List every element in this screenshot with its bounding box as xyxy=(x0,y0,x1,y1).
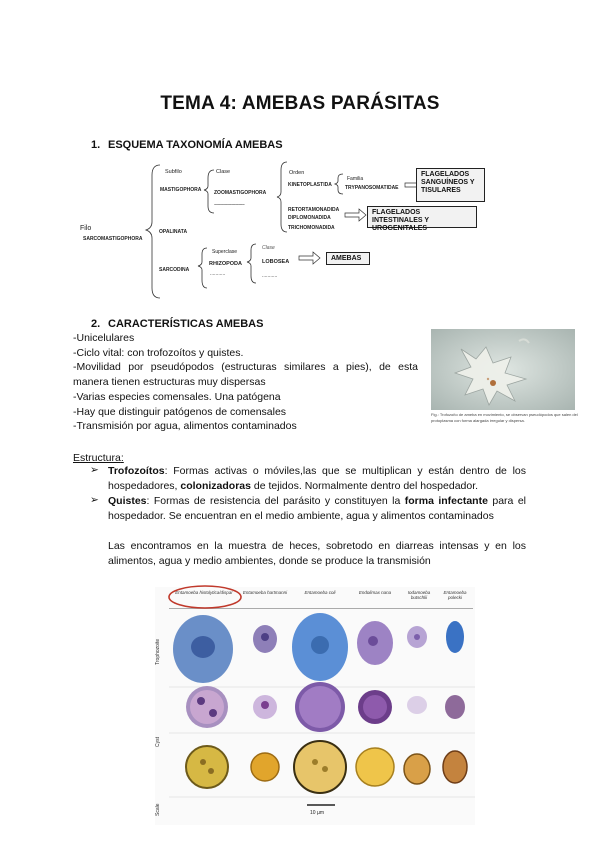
subphylum-sarcodina: SARCODINA xyxy=(159,267,190,273)
column-header: Iodamoeba butschlii xyxy=(401,590,437,609)
list-item: -Unicelulares xyxy=(73,332,135,344)
box-amebas: AMEBAS xyxy=(326,252,370,265)
orden-diplomonadida: DIPLOMONADIDA xyxy=(288,215,331,221)
arrow-bullet-icon: ➢ xyxy=(90,464,99,476)
row-label-trophozoite: Trophozoite xyxy=(155,638,161,666)
taxonomy-brackets xyxy=(0,0,600,320)
box-flagelados-sanguineos: FLAGELADOS SANGUÍNEOS Y TISULARES xyxy=(416,168,485,202)
amoeba-illustration xyxy=(431,329,575,410)
characteristics-list xyxy=(73,331,418,434)
clase-zoomastigophora: ZOOMASTIGOPHORA xyxy=(214,190,267,196)
row-label-cyst: Cyst xyxy=(155,737,161,747)
subphylum-label: Subfilo xyxy=(165,169,182,175)
subphylum-opalinata: OPALINATA xyxy=(159,229,188,235)
trofozoitos-text-2: de tejidos. Normalmente dentro del hospedador. xyxy=(251,479,479,492)
clase-lobosea: LOBOSEA xyxy=(262,259,290,265)
orden-trichomonadida: TRICHOMONADIDA xyxy=(288,225,335,231)
subphylum-mastigophora: MASTIGOPHORA xyxy=(160,187,202,193)
list-item: -Hay que distinguir patógenos de comensales xyxy=(73,405,287,418)
list-item: -Ciclo vital: con trofozoítos y quistes. xyxy=(73,346,244,359)
arrow-bullet-icon: ➢ xyxy=(90,494,99,506)
list-item: -Movilidad por pseudópodos (estructuras similares a pies), de esta manera tienen estructuras muy dispersas xyxy=(73,361,418,389)
superclase-rhizopoda: RHIZOPODA xyxy=(209,261,242,267)
phylum-label: Filo xyxy=(80,225,92,232)
quistes-bold: forma infectante xyxy=(404,495,488,507)
section-2-title: CARACTERÍSTICAS AMEBAS xyxy=(108,318,264,330)
orden-kinetoplastida: KINETOPLASTIDA xyxy=(288,182,332,188)
section-1-title: ESQUEMA TAXONOMÍA AMEBAS xyxy=(108,139,283,151)
trofozoitos-term: Trofozoítos xyxy=(108,465,165,477)
section-2-number: 2. xyxy=(91,318,101,330)
estructura-label: Estructura: xyxy=(73,452,124,464)
clase-dashes: -------------------------- xyxy=(214,202,245,208)
cyst-row-2 xyxy=(186,741,467,793)
trofozoitos-bold: colonizadoras xyxy=(180,479,251,492)
section-1-number: 1. xyxy=(91,139,101,151)
column-header: Endolimax nana xyxy=(349,590,401,609)
quistes-paragraph-2: Las encontramos en la muestra de heces, sobretodo en diarreas intensas y en los alimentos, agua y medio ambientes, donde se produce la transmisión xyxy=(108,540,526,567)
photo-caption: Fig.: Trofozoíto de ameba en movimiento, se observan pseudópodos que salen del protoplasma con forma alargada irregular y dispersa. xyxy=(431,412,578,423)
lobosea-dashes: ........... xyxy=(262,273,278,279)
familia-trypanosomatidae: TRYPANOSOMATIDAE xyxy=(345,185,399,191)
trofozoitos-paragraph xyxy=(108,464,526,494)
page-title: TEMA 4: AMEBAS PARÁSITAS xyxy=(160,93,440,114)
column-header: Entamoeba polecki xyxy=(437,590,473,609)
column-header: Entamoeba coli xyxy=(291,590,349,609)
trophozoite-row xyxy=(173,613,464,683)
amoeba-species-figure xyxy=(155,587,475,825)
list-item: -Varias especies comensales. Una patógena xyxy=(73,390,281,403)
orden-label: Orden xyxy=(289,170,305,176)
trofozoitos-text-1: : Formas activas o móviles,las que se multiplican y están dentro de los hospedadores, xyxy=(108,465,526,492)
superclase-dashes: ........... xyxy=(210,271,226,277)
estructura-label-text: Estructura xyxy=(73,452,121,464)
box-flagelados-intestinales: FLAGELADOS INTESTINALES Y UROGENITALES xyxy=(367,206,477,228)
row-label-scale: Scale xyxy=(155,803,161,817)
column-header: Entamoeba hartmanni xyxy=(239,590,291,609)
clase-lobosea-label: Clase xyxy=(262,245,275,251)
familia-label: Familia xyxy=(347,176,364,182)
list-item: -Transmisión por agua, alimentos contaminados xyxy=(73,420,297,433)
superclase-label: Superclase xyxy=(212,249,238,255)
cells-grid xyxy=(155,587,475,825)
scale-label: 10 µm xyxy=(310,810,324,816)
quistes-text-1: : Formas de resistencia del parásito y constituyen la xyxy=(146,495,405,507)
quistes-paragraph xyxy=(108,494,526,524)
orden-retortamonadida: RETORTAMONADIDA xyxy=(288,207,340,213)
column-header: Entamoeba histolytica/dispar xyxy=(169,590,239,609)
quistes-text-2: para el hospedador. Se encuentran en el medio ambiente, agua y alimentos contaminados xyxy=(108,495,526,522)
cyst-row-1 xyxy=(186,682,465,732)
phylum-name: SARCOMASTIGOPHORA xyxy=(83,236,143,242)
clase-label: Clase xyxy=(216,169,231,175)
quistes-term: Quistes xyxy=(108,495,147,507)
amoeba-photo xyxy=(431,329,575,410)
